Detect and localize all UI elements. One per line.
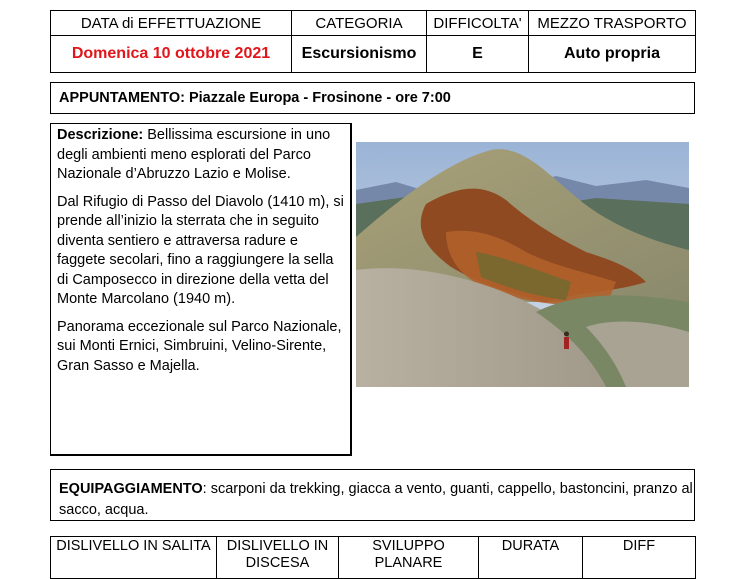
- description-paragraph-1: [57, 126, 344, 185]
- difficulty-header: DIFFICOLTA': [427, 11, 529, 36]
- description-label: Descrizione:: [57, 127, 144, 143]
- description-paragraph-3: Panorama eccezionale sul Parco Nazionale, sui Monti Ernici, Simbruini, Velino-Sirente, Gran Sasso e Majella.: [57, 318, 342, 374]
- appointment-box: [50, 82, 695, 114]
- descent-header: DISLIVELLO IN DISCESA: [217, 537, 339, 579]
- appointment-text: APPUNTAMENTO: Piazzale Europa - Frosinone - ore 7:00: [59, 90, 451, 106]
- duration-header: DURATA: [479, 537, 583, 579]
- equipment-text: : scarponi da trekking, giacca a vento, guanti, cappello, bastoncini, pranzo al sacco, acqua.: [59, 481, 693, 518]
- event-transport: Auto propria: [529, 36, 696, 73]
- ascent-header: DISLIVELLO IN SALITA: [51, 537, 217, 579]
- diff-header: DIFF: [583, 537, 696, 579]
- event-difficulty: E: [427, 36, 529, 73]
- length-header: SVILUPPO PLANARE: [339, 537, 479, 579]
- description-intro: Bellissima escursione in uno degli ambienti meno esplorati del Parco Nazionale d’Abruzzo Lazio e Molise.: [57, 127, 331, 182]
- event-date: Domenica 10 ottobre 2021: [51, 36, 292, 73]
- transport-header: MEZZO TRASPORTO: [529, 11, 696, 36]
- category-header: CATEGORIA: [292, 11, 427, 36]
- description-box: [50, 123, 352, 456]
- mountain-photo: [356, 142, 689, 387]
- event-category: Escursionismo: [292, 36, 427, 73]
- event-info-table: [50, 10, 696, 73]
- description-paragraph-2: Dal Rifugio di Passo del Diavolo (1410 m), si prende all’inizio la sterrata che in seguito diventa sentiero e attraversa radure e faggete secolari, fino a raggiungere la sella di Camposecco in direzione della vetta del Monte Marcolano (1940 m).: [57, 193, 344, 307]
- equipment-box: [50, 469, 695, 521]
- equipment-label: EQUIPAGGIAMENTO: [59, 481, 203, 497]
- route-stats-table: [50, 536, 696, 579]
- date-header: DATA di EFFETTUAZIONE: [51, 11, 292, 36]
